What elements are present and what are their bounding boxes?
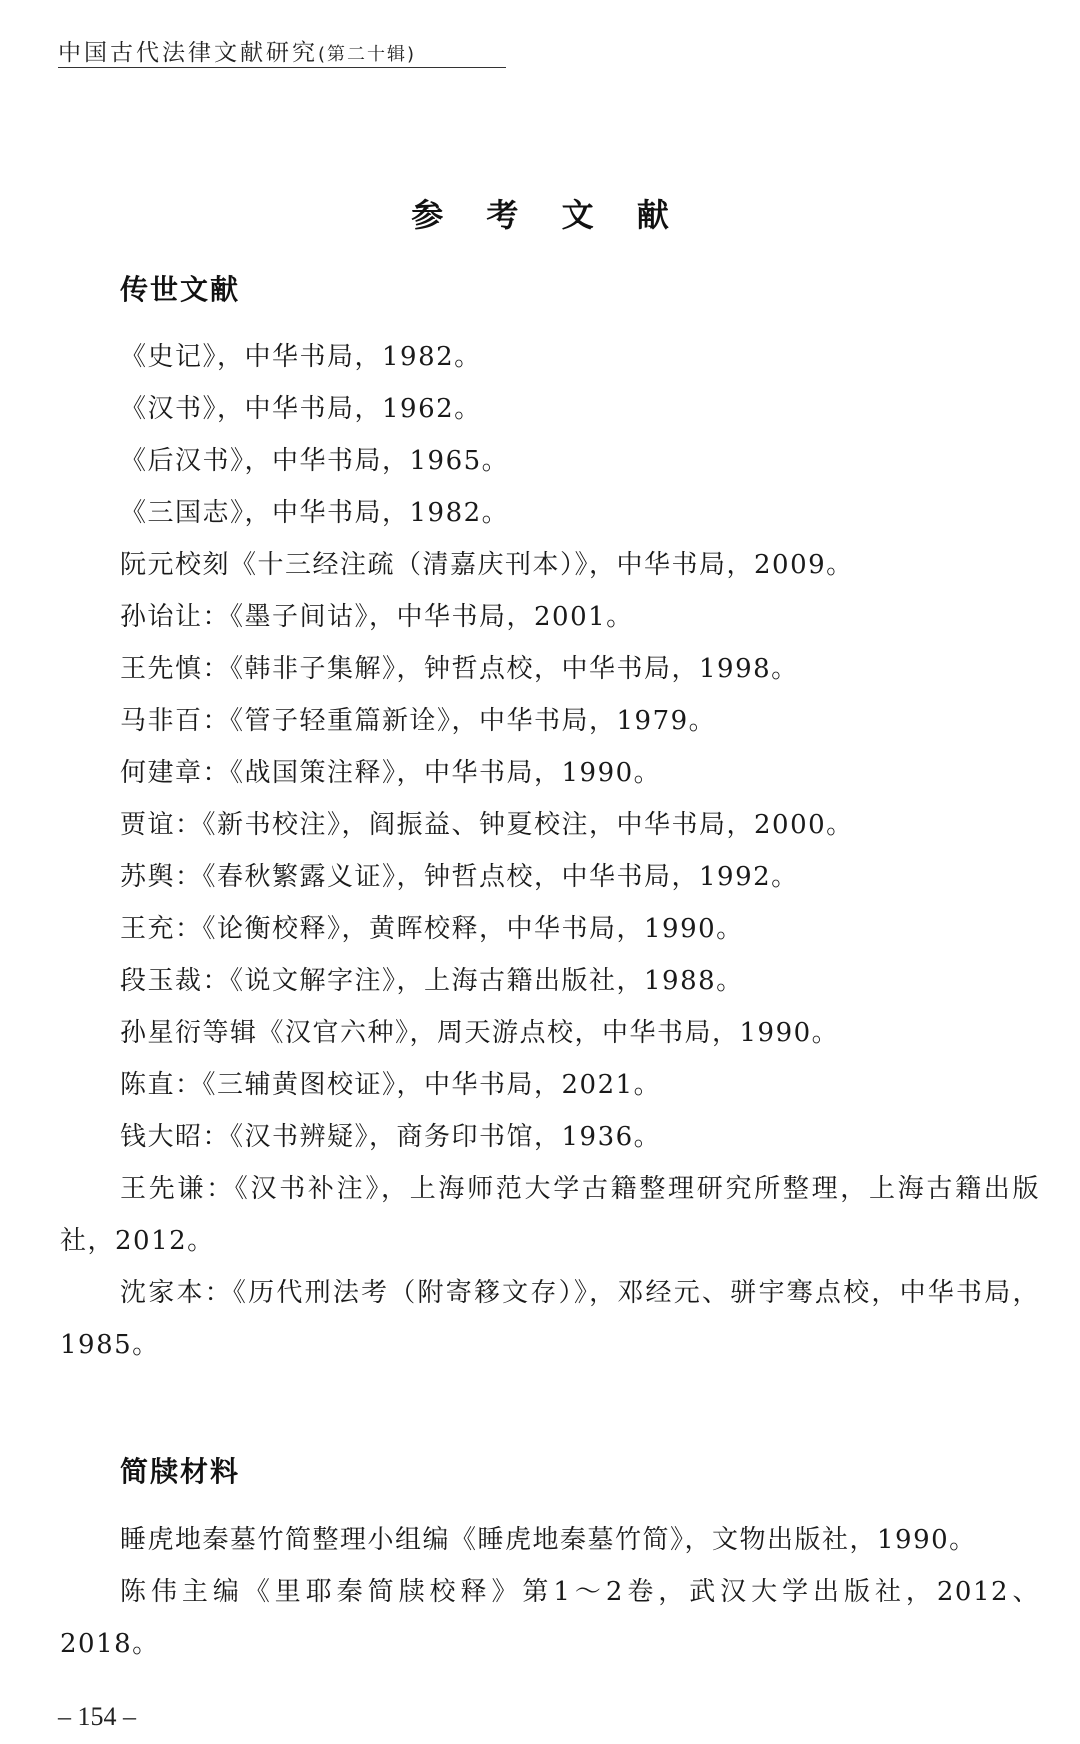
reference-entry: 孙星衍等辑《汉官六种》，周天游点校，中华书局，1990。 [120, 1018, 840, 1048]
reference-entry: 孙诒让：《墨子间诂》，中华书局，2001。 [120, 602, 634, 632]
reference-entry: 沈家本：《历代刑法考（附寄簃文存）》，邓经元、骈宇骞点校，中华书局，1985。 [60, 1278, 1040, 1360]
reference-list-transmitted-texts [60, 331, 1040, 1371]
reference-entry: 《史记》，中华书局，1982。 [120, 342, 482, 372]
reference-entry: 阮元校刻《十三经注疏（清嘉庆刊本）》，中华书局，2009。 [120, 550, 854, 580]
section-heading-bamboo-slips: 简牍材料 [120, 1455, 241, 1488]
reference-entry: 《后汉书》，中华书局，1965。 [120, 446, 510, 476]
reference-entry: 钱大昭：《汉书辨疑》，商务印书馆，1936。 [120, 1122, 662, 1152]
reference-entry: 苏舆：《春秋繁露义证》，钟哲点校，中华书局，1992。 [120, 862, 799, 892]
reference-entry: 王先慎：《韩非子集解》，钟哲点校，中华书局，1998。 [120, 654, 799, 684]
reference-entry: 陈伟主编《里耶秦简牍校释》第1～2卷，武汉大学出版社，2012、2018。 [60, 1577, 1040, 1659]
reference-entry: 王先谦：《汉书补注》，上海师范大学古籍整理研究所整理，上海古籍出版社，2012。 [60, 1174, 1040, 1256]
running-header [58, 34, 416, 67]
reference-entry: 睡虎地秦墓竹简整理小组编《睡虎地秦墓竹简》，文物出版社，1990。 [120, 1525, 977, 1555]
reference-entry: 《三国志》，中华书局，1982。 [120, 498, 510, 528]
reference-entry: 贾谊：《新书校注》，阎振益、钟夏校注，中华书局，2000。 [120, 810, 854, 840]
reference-entry: 何建章：《战国策注释》，中华书局，1990。 [120, 758, 662, 788]
header-rule [58, 67, 506, 68]
book-title: 中国古代法律文献研究 [58, 40, 318, 66]
reference-entry: 马非百：《管子轻重篇新诠》，中华书局，1979。 [120, 706, 717, 736]
page-number: – 154 – [58, 1702, 136, 1731]
reference-entry: 《汉书》，中华书局，1962。 [120, 394, 482, 424]
reference-entry: 陈直：《三辅黄图校证》，中华书局，2021。 [120, 1070, 662, 1100]
series-number: (第二十辑) [318, 44, 417, 65]
reference-list-bamboo-slips [60, 1514, 1040, 1670]
reference-entry: 段玉裁：《说文解字注》，上海古籍出版社，1988。 [120, 966, 744, 996]
section-heading-transmitted-texts: 传世文献 [120, 273, 241, 306]
reference-entry: 王充：《论衡校释》，黄晖校释，中华书局，1990。 [120, 914, 744, 944]
page-title: 参 考 文 献 [411, 196, 685, 234]
